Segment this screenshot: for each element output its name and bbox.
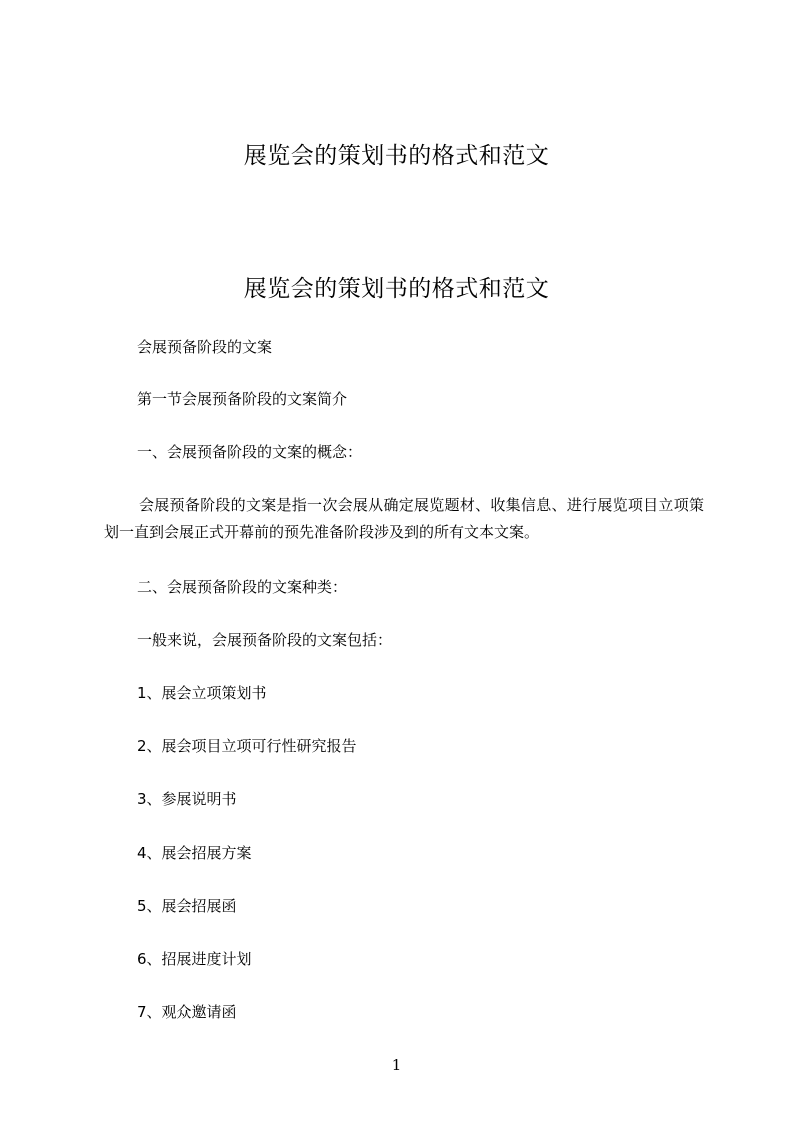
list-item: 7、观众邀请函	[137, 1003, 237, 1021]
page-number: 1	[391, 1056, 402, 1074]
list-item: 6、招展进度计划	[137, 950, 252, 968]
types-heading: 二、会展预备阶段的文案种类：	[137, 578, 348, 596]
list-item: 5、展会招展函	[137, 897, 237, 915]
document-title: 展览会的策划书的格式和范文	[243, 276, 550, 302]
list-item: 4、展会招展方案	[137, 844, 252, 862]
list-item: 1、展会立项策划书	[137, 684, 267, 702]
section-heading: 会展预备阶段的文案	[137, 338, 273, 356]
list-item: 3、参展说明书	[137, 790, 237, 808]
subsection-heading: 第一节会展预备阶段的文案简介	[137, 390, 348, 408]
document-title-header: 展览会的策划书的格式和范文	[243, 143, 550, 169]
concept-paragraph: 会展预备阶段的文案是指一次会展从确定展览题材、收集信息、进行展览项目立项策划一直到会展正式开幕前的预先准备阶段涉及到的所有文本文案。	[104, 496, 704, 541]
concept-heading: 一、会展预备阶段的文案的概念：	[137, 443, 363, 461]
list-item: 2、展会项目立项可行性研究报告	[137, 737, 357, 755]
types-intro: 一般来说，会展预备阶段的文案包括：	[137, 631, 393, 649]
